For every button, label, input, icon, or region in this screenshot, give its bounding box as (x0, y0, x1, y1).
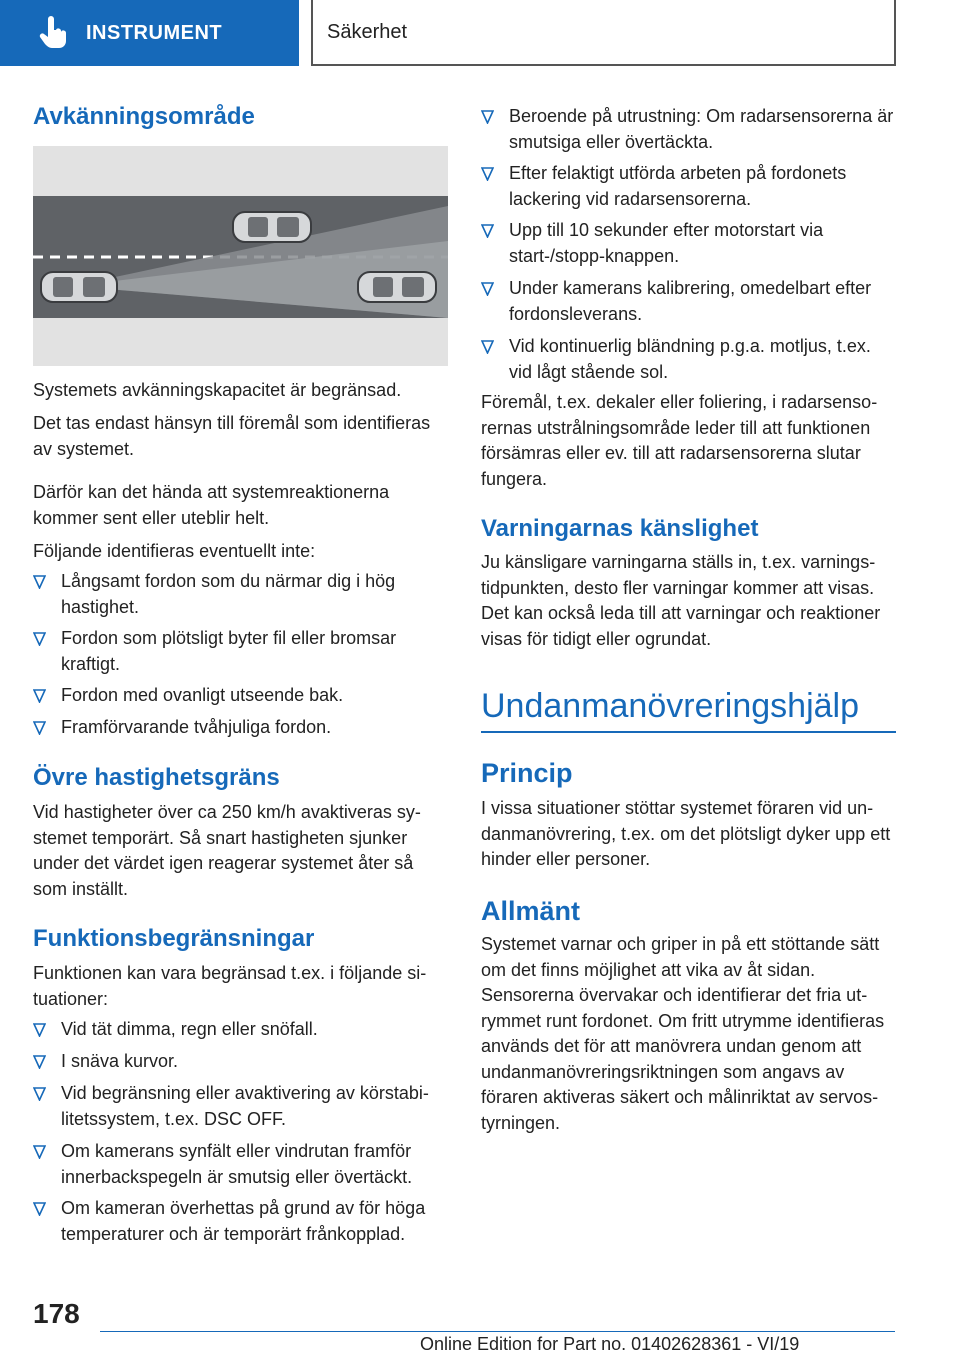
triangle-bullet-icon (33, 1055, 46, 1069)
list-item: Fordon med ovanligt utseende bak. (33, 683, 448, 709)
list-item: Vid tät dimma, regn eller snöfall. (33, 1017, 448, 1043)
detection-area-illustration (33, 146, 448, 366)
triangle-bullet-icon (33, 721, 46, 735)
list-item: Om kamerans synfält eller vindrutan framför innerbackspegeln är smutsig eller övertäckt. (33, 1139, 448, 1190)
paragraph: Vid hastigheter över ca 250 km/h avaktiveras systemet temporärt. Så snart hastigheten sjunker under det värdet igen reagerar systemet åter så som inställt. (33, 802, 421, 899)
heading-principle: Princip (481, 758, 573, 788)
triangle-bullet-icon (481, 340, 494, 354)
triangle-bullet-icon (481, 224, 494, 238)
list-item: Om kameran överhettas på grund av för höga temperaturer och är temporärt frånkopplad. (33, 1196, 448, 1247)
footer-rule (100, 1331, 895, 1332)
paragraph: Systemets avkänningskapacitet är begränsad. (33, 380, 402, 400)
paragraph: Ju känsligare varningarna ställs in, t.ex. varningstidpunkten, desto fler varningar kommer att visas. Det kan också leda till att varningar och reaktioner visas för tidigt eller ogrundat. (481, 552, 881, 649)
section-title-box (311, 0, 896, 66)
triangle-bullet-icon (33, 1145, 46, 1159)
triangle-bullet-icon (33, 575, 46, 589)
triangle-bullet-icon (33, 1023, 46, 1037)
edition-note: Online Edition for Part no. 01402628361 - VI/19 (420, 1334, 800, 1354)
paragraph: Det tas endast hänsyn till föremål som identifieras av systemet. (33, 413, 431, 459)
triangle-bullet-icon (481, 167, 494, 181)
section-title: Säkerhet (327, 20, 408, 43)
section-tab[interactable] (0, 0, 299, 66)
heading-speed-limit: Övre hastighetsgräns (33, 764, 280, 791)
list-item: Vid begränsning eller avaktivering av körstabilitetssystem, t.ex. DSC OFF. (33, 1081, 448, 1132)
heading-general: Allmänt (481, 896, 581, 926)
list-item: Upp till 10 sekunder efter motorstart via start-/stopp-knappen. (481, 218, 896, 269)
heading-evasion-assistant: Undanmanövreringshjälp (481, 687, 860, 725)
list-item: I snäva kurvor. (33, 1049, 448, 1075)
paragraph: Följande identifieras eventuellt inte: (33, 541, 316, 561)
list-item: Långsamt fordon som du närmar dig i hög hastighet. (33, 569, 448, 620)
car-ahead-left-lane (233, 212, 311, 242)
heading-warning-sensitivity: Varningarnas känslighet (481, 515, 759, 542)
page-number: 178 (33, 1298, 80, 1329)
section-tab-label: INSTRUMENT (86, 21, 223, 44)
hand-pointer-icon (38, 16, 68, 50)
own-car (41, 272, 117, 302)
heading-function-limits: Funktionsbegränsningar (33, 925, 315, 952)
list-item: Beroende på utrustning: Om radarsensorerna är smutsiga eller övertäckta. (481, 104, 896, 155)
list-item: Efter felaktigt utförda arbeten på fordonets lackering vid radarsensorerna. (481, 161, 896, 212)
road-diagram (33, 146, 448, 366)
triangle-bullet-icon (33, 1202, 46, 1216)
paragraph: Systemet varnar och griper in på ett stöttande sätt om det finns möjlighet att vika av åt sidan. Sensorerna övervakar och identifierar det fria utrymmet runt fordonet. Om fritt utrymme identifieras används det för att manövrera undan genom att undanmanövreringsriktningen som angavs av föraren aktiveras säkert och målinriktat av servostyrningen. (481, 934, 885, 1133)
list-item: Framförvarande tvåhjuliga fordon. (33, 715, 448, 741)
triangle-bullet-icon (481, 110, 494, 124)
paragraph: Därför kan det hända att systemreaktionerna kommer sent eller uteblir helt. (33, 482, 390, 528)
paragraph: Föremål, t.ex. dekaler eller foliering, i radarsensorernas utstrålningsområde leder till att funktionen försämras eller ev. till att radarsensorerna slutar fungera. (481, 392, 878, 489)
triangle-bullet-icon (33, 689, 46, 703)
list-item: Fordon som plötsligt byter fil eller bromsar kraftigt. (33, 626, 448, 677)
heading-detection-area: Avkänningsområde (33, 103, 255, 130)
heading-rule (481, 731, 896, 733)
list-item: Under kamerans kalibrering, omedelbart efter fordonsleverans. (481, 276, 896, 327)
triangle-bullet-icon (33, 1087, 46, 1101)
triangle-bullet-icon (33, 632, 46, 646)
paragraph: I vissa situationer stöttar systemet föraren vid undanmanövrering, t.ex. om det plötsligt dyker upp ett hinder eller personer. (481, 798, 891, 869)
list-item: Vid kontinuerlig bländning p.g.a. motljus, t.ex. vid lågt stående sol. (481, 334, 896, 385)
car-ahead-same-lane (358, 272, 436, 302)
triangle-bullet-icon (481, 282, 494, 296)
paragraph: Funktionen kan vara begränsad t.ex. i följande situationer: (33, 963, 427, 1009)
